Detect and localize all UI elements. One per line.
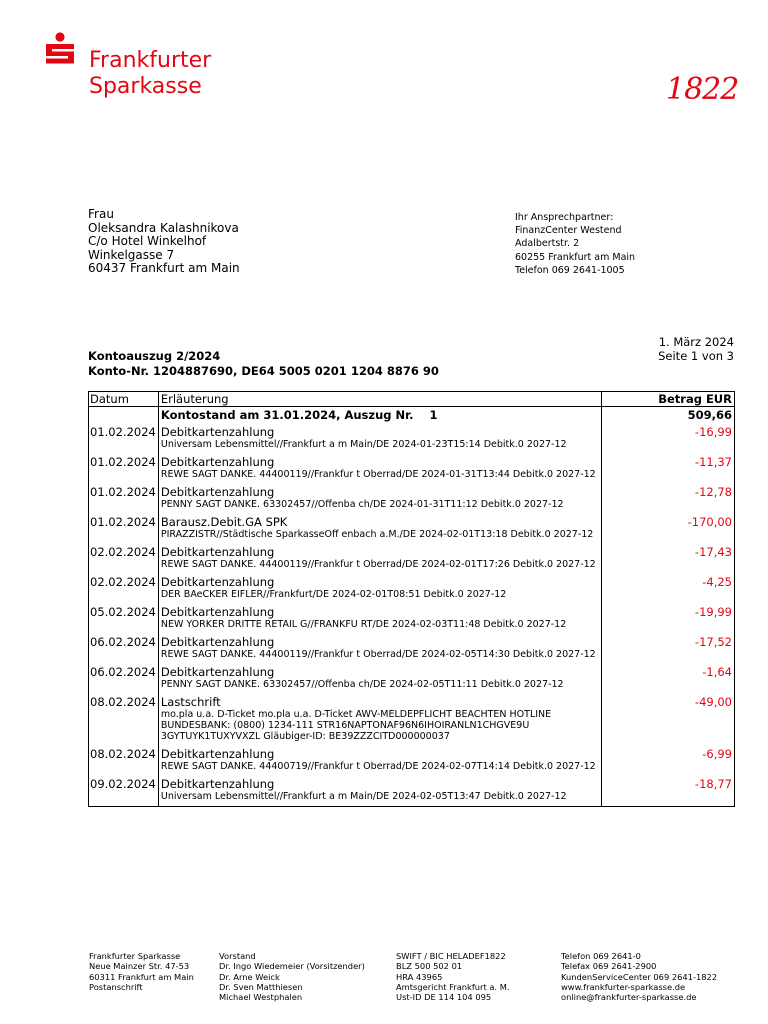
row-amount: -17,52: [694, 635, 732, 649]
row-amount: -19,99: [694, 605, 732, 619]
row-description: [158, 544, 601, 574]
bank-name-line1: Frankfurter: [89, 48, 212, 73]
row-amount: -11,37: [694, 455, 732, 469]
row-detail: mo.pla u.a. D-Ticket mo.pla u.a. D-Ticket AWV-MELDEPFLICHT BEACHTEN HOTLINE BUNDESBANK: (0800) 1234-111 STR16NAPTONAF96N6IHOIRANLN1CHGVE9U 3GYTUYK1TUXYVXZL Gläubiger-ID: BE39ZZZCITD000000037: [160, 709, 552, 742]
recipient-address: [88, 208, 240, 276]
footer-line: SWIFT / BIC HELADEF1822: [396, 951, 506, 961]
row-title: Debitkartenzahlung: [160, 605, 275, 619]
column-header-date: Datum: [89, 392, 159, 407]
row-title: Barausz.Debit.GA SPK: [160, 515, 288, 529]
recipient-salutation: Frau: [88, 207, 114, 221]
footer-line: Frankfurter Sparkasse: [89, 951, 181, 961]
row-detail: Universam Lebensmittel//Frankfurt a m Main/DE 2024-01-23T15:14 Debitk.0 2027-12: [160, 439, 567, 450]
sparkasse-s-icon: [44, 32, 76, 74]
footer-line: BLZ 500 502 01: [396, 961, 463, 972]
column-header-description: Erläuterung: [158, 392, 601, 407]
footer-contact: [561, 951, 717, 1002]
contact-phone: Telefon 069 2641-1005: [515, 264, 625, 276]
row-date: 08.02.2024: [89, 746, 159, 776]
brand-1822-logo: 1822: [666, 72, 739, 107]
contact-label: Ihr Ansprechpartner:: [515, 212, 614, 223]
row-date: 01.02.2024: [89, 514, 159, 544]
row-description: [158, 604, 601, 634]
row-amount: -6,99: [702, 747, 732, 761]
row-detail: Universam Lebensmittel//Frankfurt a m Main/DE 2024-02-05T13:47 Debitk.0 2027-12: [160, 791, 567, 802]
footer-line: Dr. Arne Weick: [219, 971, 280, 982]
recipient-name: Oleksandra Kalashnikova: [88, 220, 239, 235]
footer-line: HRA 43965: [396, 971, 443, 982]
row-detail: DER BAeCKER EIFLER//Frankfurt/DE 2024-02-01T08:51 Debitk.0 2027-12: [160, 589, 507, 600]
table-row: [89, 664, 735, 694]
recipient-city: 60437 Frankfurt am Main: [88, 261, 240, 275]
row-title: Debitkartenzahlung: [160, 545, 275, 559]
row-date: 01.02.2024: [89, 424, 159, 454]
footer-board: [219, 951, 365, 1002]
row-description: [158, 746, 601, 776]
table-row: [89, 514, 735, 544]
row-date: 01.02.2024: [89, 484, 159, 514]
row-detail: PENNY SAGT DANKE. 63302457//Offenba ch/DE 2024-02-05T11:11 Debitk.0 2027-12: [160, 679, 564, 690]
footer-address: [89, 951, 194, 992]
table-row: [89, 454, 735, 484]
row-title: Debitkartenzahlung: [160, 665, 275, 679]
contact-block: [515, 211, 635, 277]
footer-line: Postanschrift: [89, 981, 143, 992]
row-date: 02.02.2024: [89, 574, 159, 604]
row-date: 08.02.2024: [89, 694, 159, 746]
footer-line: Telefax 069 2641-2900: [561, 961, 657, 972]
footer-line: www.frankfurter-sparkasse.de: [561, 981, 686, 992]
contact-street: Adalbertstr. 2: [515, 238, 580, 250]
row-detail: REWE SAGT DANKE. 44400719//Frankfur t Oberrad/DE 2024-02-07T14:14 Debitk.0 2027-12: [160, 761, 596, 772]
statement-date-block: [658, 335, 734, 363]
table-row: [89, 776, 735, 807]
row-description: [158, 776, 601, 807]
row-amount: -12,78: [694, 485, 732, 499]
table-row: [89, 604, 735, 634]
table-row: [89, 544, 735, 574]
table-row: [89, 484, 735, 514]
opening-balance-amount: 509,66: [687, 408, 732, 422]
row-description: [158, 694, 601, 746]
row-detail: NEW YORKER DRITTE RETAIL G//FRANKFU RT/DE 2024-02-03T11:48 Debitk.0 2027-12: [160, 619, 567, 630]
row-title: Debitkartenzahlung: [160, 747, 275, 761]
row-title: Debitkartenzahlung: [160, 777, 275, 791]
row-amount: -18,77: [694, 777, 732, 791]
row-detail: REWE SAGT DANKE. 44400119//Frankfur t Oberrad/DE 2024-01-31T13:44 Debitk.0 2027-12: [160, 469, 596, 480]
footer-line: Telefon 069 2641-0: [561, 951, 641, 961]
row-description: [158, 514, 601, 544]
row-title: Debitkartenzahlung: [160, 575, 275, 589]
footer-line: Dr. Sven Matthiesen: [219, 981, 303, 992]
table-row: [89, 746, 735, 776]
row-description: [158, 634, 601, 664]
footer-line: KundenServiceCenter 069 2641-1822: [561, 971, 718, 982]
row-amount: -4,25: [702, 575, 732, 589]
account-number: Konto-Nr. 1204887690, DE64 5005 0201 1204 8876 90: [88, 364, 439, 378]
row-description: [158, 484, 601, 514]
row-title: Lastschrift: [160, 695, 221, 709]
table-header-row: [89, 392, 735, 407]
footer-line: Neue Mainzer Str. 47-53: [89, 961, 190, 972]
row-date: 06.02.2024: [89, 664, 159, 694]
contact-city: 60255 Frankfurt am Main: [515, 251, 636, 263]
row-title: Debitkartenzahlung: [160, 485, 275, 499]
row-amount: -16,99: [694, 425, 732, 439]
transactions-table: [88, 391, 735, 807]
opening-balance-row: [89, 407, 735, 425]
footer-line: Ust-ID DE 114 104 095: [396, 992, 492, 1003]
row-date: 01.02.2024: [89, 454, 159, 484]
row-detail: REWE SAGT DANKE. 44400119//Frankfur t Oberrad/DE 2024-02-05T14:30 Debitk.0 2027-12: [160, 649, 596, 660]
statement-title-block: [88, 349, 439, 379]
opening-description-cell: [158, 407, 601, 425]
row-amount: -170,00: [687, 515, 732, 529]
footer-line: online@frankfurter-sparkasse.de: [561, 992, 697, 1003]
row-detail: PIRAZZISTR//Städtische SparkasseOff enbach a.M./DE 2024-02-01T13:18 Debitk.0 2027-12: [160, 529, 594, 540]
bank-name-line2: Sparkasse: [89, 74, 202, 99]
table-row: [89, 694, 735, 746]
footer-bank-ids: [396, 951, 510, 1002]
row-title: Debitkartenzahlung: [160, 455, 275, 469]
footer-line: Amtsgericht Frankfurt a. M.: [396, 981, 510, 992]
row-amount: -1,64: [702, 665, 732, 679]
row-date: 09.02.2024: [89, 776, 159, 807]
statement-title: Kontoauszug 2/2024: [88, 349, 221, 363]
footer-line: Dr. Ingo Wiedemeier (Vorsitzender): [219, 961, 365, 972]
row-description: [158, 664, 601, 694]
row-date: 06.02.2024: [89, 634, 159, 664]
row-date: 05.02.2024: [89, 604, 159, 634]
recipient-line2: C/o Hotel Winkelhof: [88, 234, 207, 248]
opening-balance-label: Kontostand am 31.01.2024, Auszug Nr. 1: [160, 408, 438, 422]
contact-office: FinanzCenter Westend: [515, 225, 622, 237]
footer-line: Vorstand: [219, 951, 256, 961]
opening-date-cell: [89, 407, 159, 425]
statement-date: 1. März 2024: [658, 335, 734, 349]
row-detail: PENNY SAGT DANKE. 63302457//Offenba ch/DE 2024-01-31T11:12 Debitk.0 2027-12: [160, 499, 564, 510]
row-title: Debitkartenzahlung: [160, 635, 275, 649]
row-detail: REWE SAGT DANKE. 44400119//Frankfur t Oberrad/DE 2024-02-01T17:26 Debitk.0 2027-12: [160, 559, 596, 570]
table-row: [89, 574, 735, 604]
row-amount: -17,43: [694, 545, 732, 559]
row-description: [158, 574, 601, 604]
footer-line: Michael Westphalen: [219, 992, 303, 1003]
row-amount: -49,00: [694, 695, 732, 709]
recipient-street: Winkelgasse 7: [88, 247, 175, 262]
row-description: [158, 454, 601, 484]
row-description: [158, 424, 601, 454]
row-title: Debitkartenzahlung: [160, 425, 275, 439]
row-date: 02.02.2024: [89, 544, 159, 574]
page-indicator: Seite 1 von 3: [658, 349, 734, 363]
footer-line: 60311 Frankfurt am Main: [89, 971, 194, 982]
table-row: [89, 634, 735, 664]
bank-name: [89, 48, 211, 100]
table-row: [89, 424, 735, 454]
column-header-amount: Betrag EUR: [601, 392, 734, 407]
